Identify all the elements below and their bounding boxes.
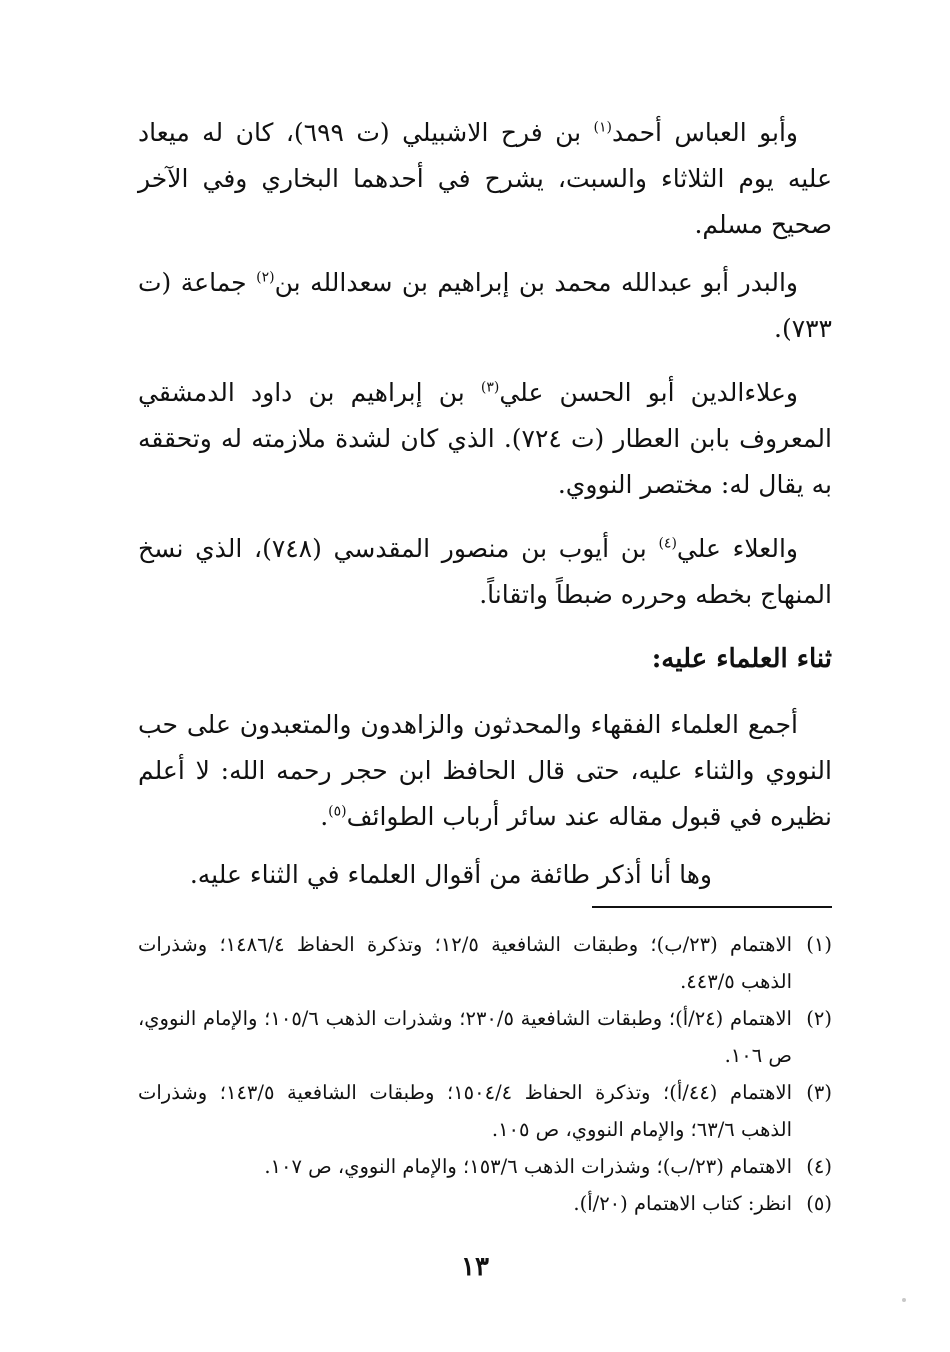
paragraph-text: والبدر أبو عبدالله محمد بن إبراهيم بن سعدالله بن: [274, 268, 798, 297]
footnote-text: الاهتمام (٢٣/ب)؛ وطبقات الشافعية ١٢/٥؛ وتذكرة الحفاظ ١٤٨٦/٤؛ وشذرات الذهب ٤٤٣/٥.: [138, 933, 792, 993]
page-number: ١٣: [461, 1252, 489, 1282]
paragraph-alaa-aldin: [138, 370, 832, 508]
paragraph-text: بن إبراهيم بن داود الدمشقي المعروف بابن العطار (ت ٧٢٤). الذي كان لشدة ملازمته له وتحققه به يقال له: مختصر النووي.: [138, 378, 832, 499]
footnote-number: (١): [806, 933, 832, 956]
paragraph-text: وأبو العباس أحمد: [612, 118, 798, 147]
paragraph-text: وعلاءالدين أبو الحسن علي: [499, 378, 799, 407]
paragraph-text: بن أيوب بن منصور المقدسي (٧٤٨)، الذي نسخ المنهاج بخطه وحرره ضبطاً واتقاناً.: [138, 534, 832, 609]
footnote-ref[interactable]: (٢): [256, 269, 275, 286]
scan-speck: [902, 1298, 906, 1302]
paragraph-text: أجمع العلماء الفقهاء والمحدثون والزاهدون والمتعبدون على حب النووي والثناء عليه، حتى قال الحافظ ابن حجر رحمه الله: لا أعلم نظيره في قبول مقاله عند سائر أرباب الطوائف: [138, 710, 832, 831]
footnote-text: الاهتمام (٢٤/أ)؛ وطبقات الشافعية ٢٣٠/٥؛ وشذرات الذهب ١٠٥/٦؛ والإمام النووي، ص ١٠٦.: [138, 1007, 792, 1067]
footnote-text: انظر: كتاب الاهتمام (٢٠/أ).: [573, 1192, 792, 1215]
section-heading: ثناء العلماء عليه:: [651, 644, 832, 674]
footnote-ref[interactable]: (١): [593, 119, 612, 136]
footnote-item: [138, 1000, 832, 1074]
footnote-number: (٣): [806, 1081, 832, 1104]
footnote-item: [138, 926, 832, 1000]
footnote-divider: [592, 906, 832, 908]
paragraph-al-badr: [138, 260, 832, 352]
paragraph-text: والعلاء علي: [676, 534, 798, 563]
footnote-ref[interactable]: (٥): [328, 803, 347, 820]
footnote-number: (٥): [806, 1192, 832, 1215]
paragraph-text: جماعة (ت ٧٣٣).: [138, 268, 832, 343]
footnotes: [138, 926, 832, 1222]
paragraph-text: بن فرح الاشبيلي (ت ٦٩٩)، كان له ميعاد عليه يوم الثلاثاء والسبت، يشرح في أحدهما البخاري وفي الآخر صحيح مسلم.: [138, 118, 832, 239]
paragraph-closing: وها أنا أذكر طائفة من أقوال العلماء في الثناء عليه.: [189, 860, 712, 889]
footnote-item: [138, 1074, 832, 1148]
paragraph-text: .: [320, 802, 329, 831]
paragraph-abu-al-abbas: [138, 110, 832, 248]
paragraph-praise: [138, 702, 832, 840]
footnote-item: [138, 1148, 832, 1185]
footnote-ref[interactable]: (٣): [480, 379, 500, 396]
footnote-number: (٢): [806, 1007, 832, 1030]
footnote-text: الاهتمام (٢٣/ب)؛ وشذرات الذهب ١٥٣/٦؛ والإمام النووي، ص ١٠٧.: [264, 1155, 792, 1178]
main-text: [138, 110, 832, 916]
footnote-text: الاهتمام (٤٤/أ)؛ وتذكرة الحفاظ ١٥٠٤/٤؛ وطبقات الشافعية ١٤٣/٥؛ وشذرات الذهب ٦٣/٦؛ والإمام النووي، ص ١٠٥.: [138, 1081, 792, 1141]
footnote-number: (٤): [806, 1155, 832, 1178]
paragraph-al-alaa: [138, 526, 832, 618]
footnote-item: [138, 1185, 832, 1222]
footnote-ref[interactable]: (٤): [658, 535, 677, 552]
